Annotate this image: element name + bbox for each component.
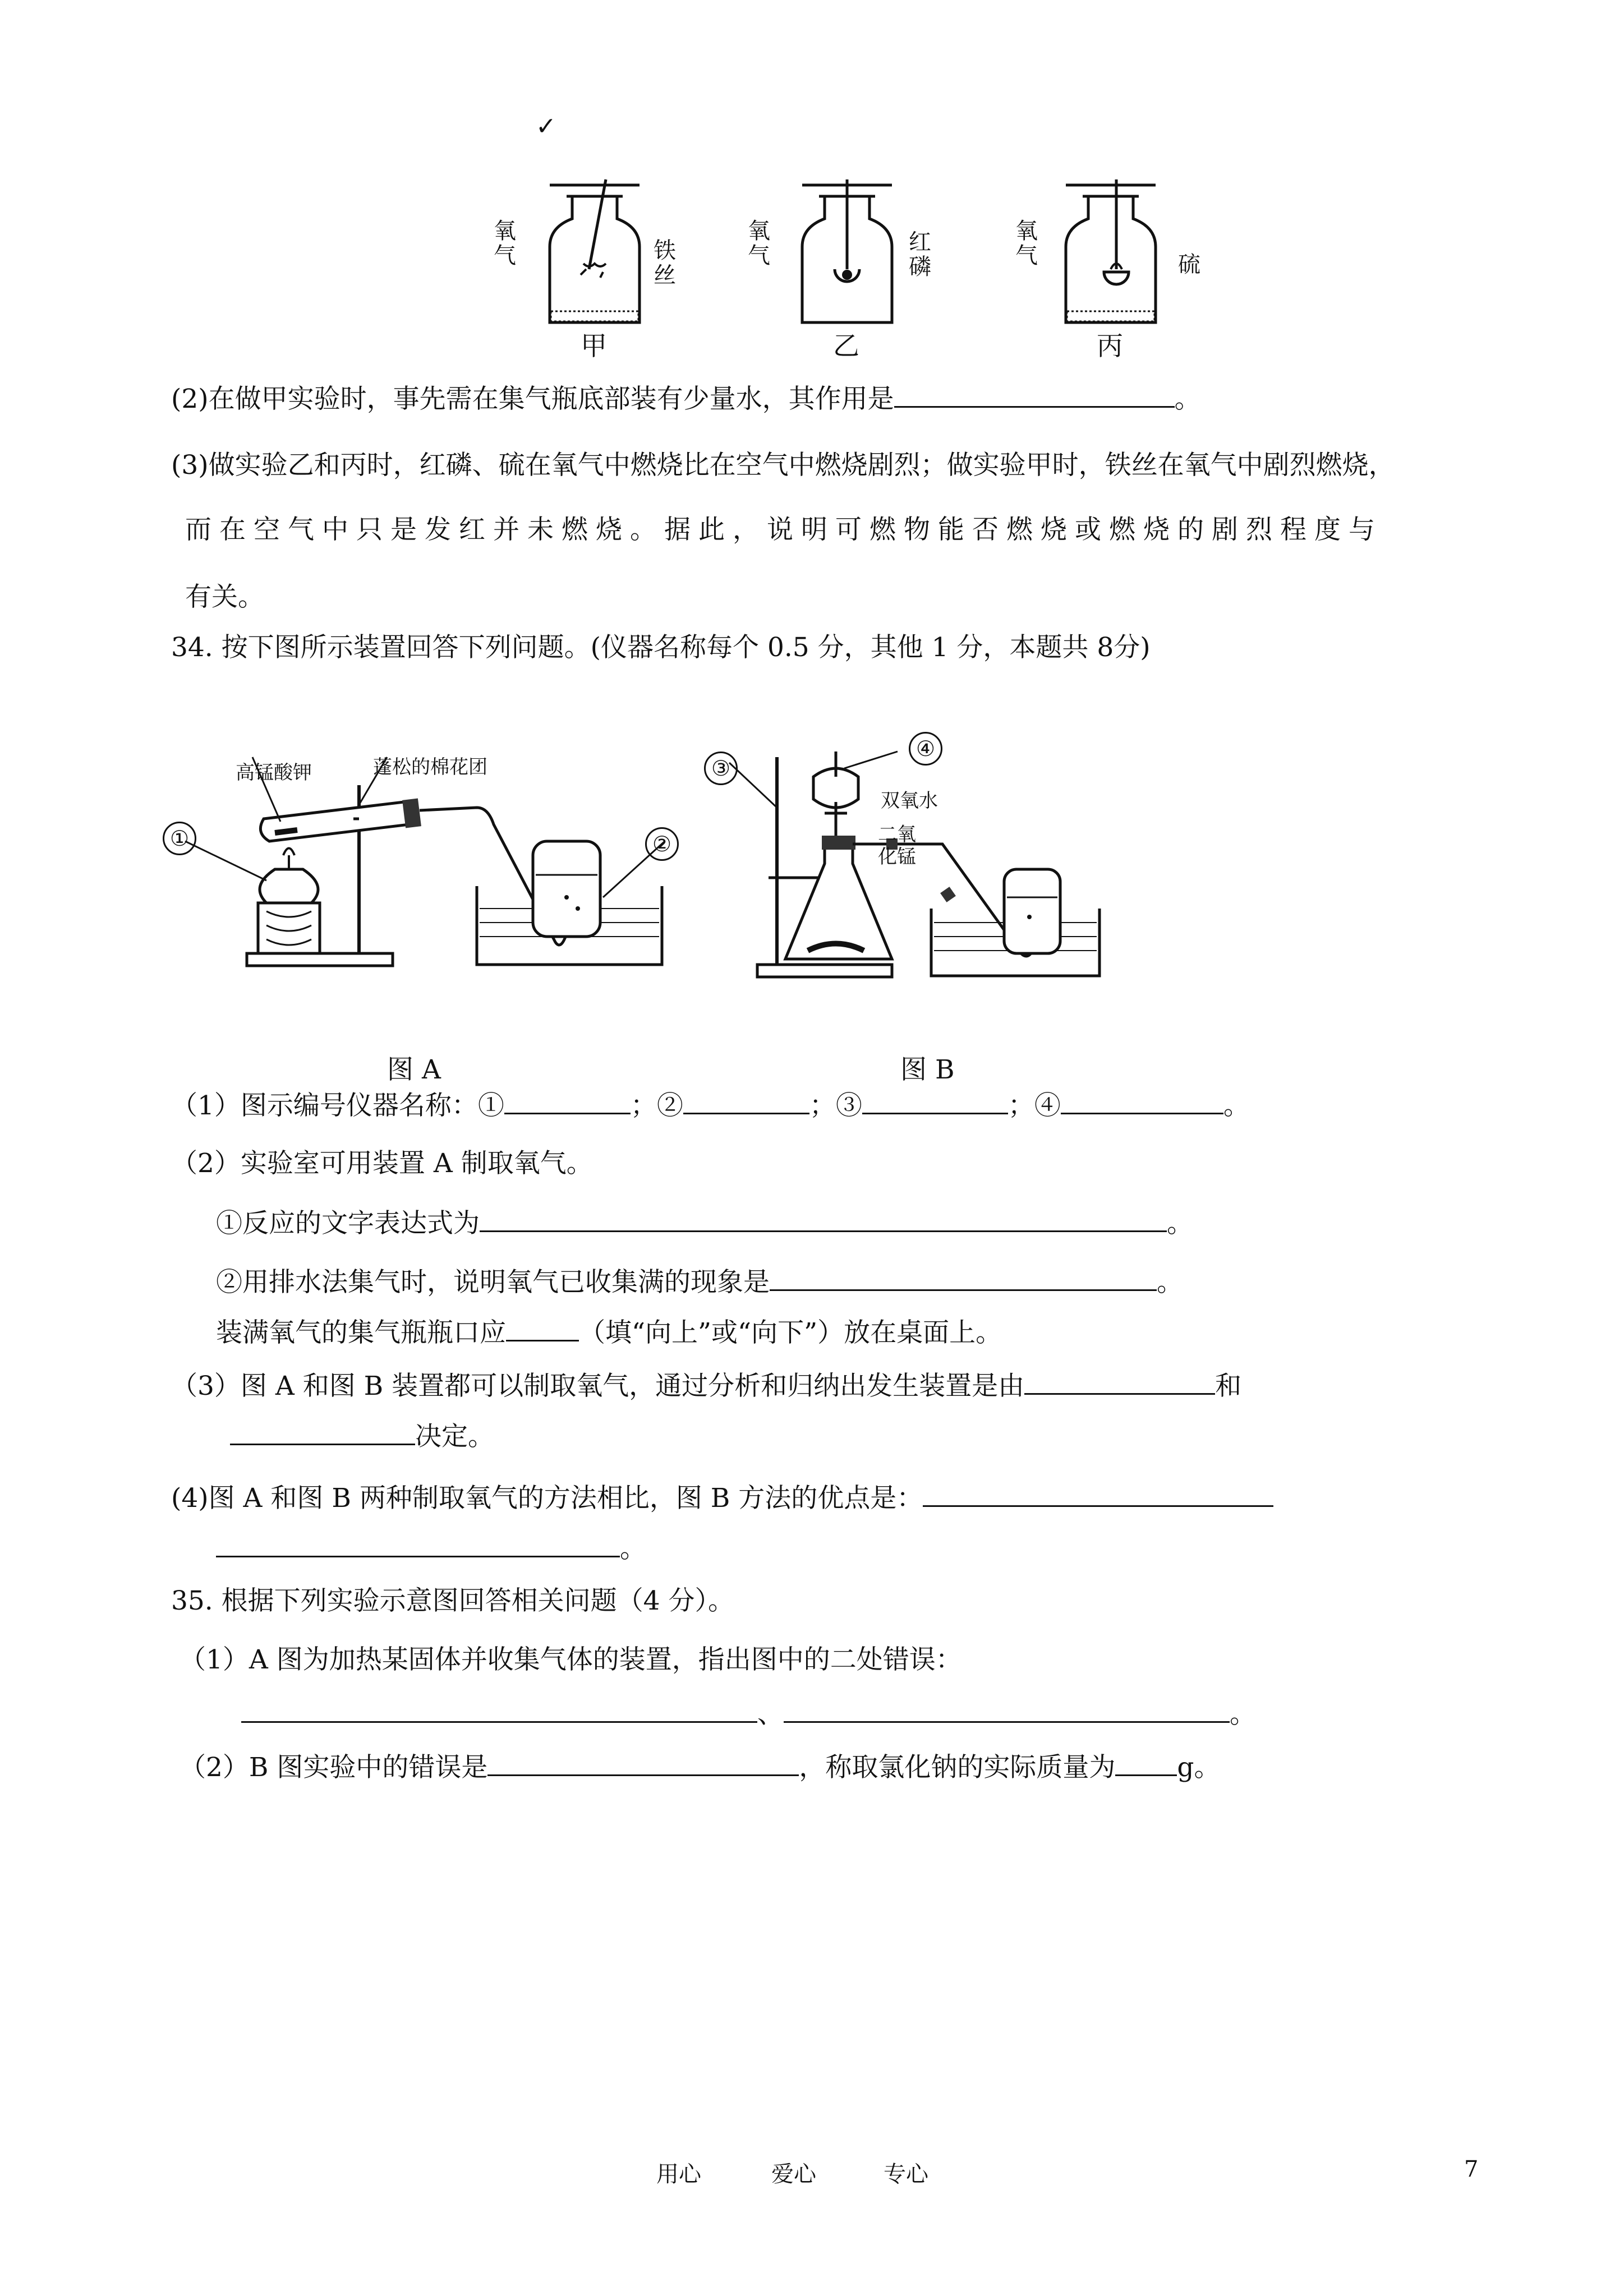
q35-q1-blank-1[interactable] — [241, 1696, 757, 1723]
q34-q3-text: （3）图 A 和图 B 装置都可以制取氧气，通过分析和归纳出发生装置是由 — [171, 1371, 1025, 1401]
q34-q3-blank-2[interactable] — [230, 1419, 415, 1445]
q34-q2a-blank[interactable] — [480, 1206, 1167, 1232]
q34-q2a-text: ①反应的文字表达式为 — [216, 1208, 480, 1239]
figure-b-mno2-label-1: 二氧 — [878, 823, 916, 846]
q34-blank-4[interactable] — [1061, 1088, 1223, 1114]
q34-q4-end: 。 — [620, 1533, 646, 1564]
q35-q1-answers — [241, 1696, 1256, 1731]
q35-q1-end: 。 — [1230, 1699, 1256, 1730]
q35-q2 — [180, 1750, 1220, 1785]
q35-q1: （1）A 图为加热某固体并收集气体的装置，指出图中的二处错误： — [180, 1644, 962, 1675]
q34-q3-cont — [230, 1419, 494, 1454]
q34-q1 — [171, 1088, 1250, 1123]
q34-blank-2[interactable] — [683, 1088, 809, 1114]
jar-jia-gas-label: 氧气 — [494, 218, 516, 269]
footer-motto-3: 专心 — [884, 2161, 928, 2187]
jar-jia-material-label: 铁丝 — [654, 238, 676, 288]
q34-q2c-text: 装满氧气的集气瓶瓶口应 — [216, 1317, 506, 1348]
figure-a-kmno4-label: 高锰酸钾 — [236, 762, 312, 784]
q34-q2: （2）实验室可用装置 A 制取氧气。 — [171, 1148, 593, 1179]
q34-q1-sep2: ；② — [630, 1090, 683, 1121]
q35-q2-blank-1[interactable] — [487, 1750, 799, 1776]
q34-q4 — [171, 1481, 1273, 1515]
q34-q4-blank-1[interactable] — [923, 1481, 1273, 1507]
jar-yi-drawing — [791, 185, 903, 331]
jar-yi-material-label: 红磷 — [909, 229, 931, 280]
q34-q4-text: (4)图 A 和图 B 两种制取氧气的方法相比，图 B 方法的优点是： — [171, 1483, 923, 1514]
q34-q2b-text: ②用排水法集气时，说明氧气已收集满的现象是 — [216, 1267, 770, 1298]
q34-q1-sep4: ；④ — [1007, 1090, 1061, 1121]
q33-part3-line2-text: 而在空气中只是发红并未燃烧。据此，说明可燃物能否燃烧或燃烧的剧烈程度与 — [185, 514, 1383, 545]
q35-title: 35. 根据下列实验示意图回答相关问题（4 分）。 — [171, 1585, 735, 1616]
jar-jia-drawing — [539, 185, 651, 331]
q33-part2-blank[interactable] — [894, 381, 1175, 408]
jar-yi-gas-label: 氧气 — [748, 218, 770, 269]
q34-q4-blank-2[interactable] — [216, 1531, 620, 1557]
figure-b-number-3: ③ — [704, 751, 738, 785]
figure-a-number-1: ① — [163, 822, 196, 855]
q34-q1-end: 。 — [1223, 1090, 1250, 1121]
q34-q1-sep3: ；③ — [809, 1090, 862, 1121]
q34-q3-end: 决定。 — [415, 1421, 494, 1452]
jar-bing-caption: 丙 — [1097, 331, 1123, 362]
q34-q3-mid: 和 — [1215, 1371, 1242, 1401]
jar-yi-caption: 乙 — [833, 331, 859, 362]
figure-b-number-4: ④ — [909, 732, 942, 766]
q33-part2-text: (2)在做甲实验时，事先需在集气瓶底部装有少量水，其作用是 — [171, 384, 894, 414]
q34-q2a — [216, 1206, 1193, 1241]
q35-q2-mid: ，称取氯化钠的实际质量为 — [799, 1752, 1116, 1783]
q35-q2-text: （2）B 图实验中的错误是 — [180, 1752, 488, 1783]
q34-q2a-end: 。 — [1167, 1208, 1193, 1239]
q34-blank-3[interactable] — [862, 1088, 1008, 1114]
q33-part3-line2 — [185, 513, 1383, 547]
q33-part3-line3: 有关。 — [185, 582, 264, 612]
q35-q1-blank-2[interactable] — [784, 1696, 1230, 1723]
q34-q2c-end: （填“向上”或“向下”）放在桌面上。 — [579, 1317, 1002, 1348]
q33-part2 — [171, 381, 1201, 416]
figure-a-cotton-label: 蓬松的棉花团 — [373, 756, 487, 778]
footer-motto-1: 用心 — [656, 2161, 701, 2187]
q34-q2b — [216, 1265, 1183, 1299]
q34-q1-text: （1）图示编号仪器名称：① — [171, 1090, 504, 1121]
checkmark: ✓ — [536, 112, 556, 141]
q34-q3-blank-1[interactable] — [1024, 1368, 1215, 1395]
jar-bing-drawing — [1055, 185, 1167, 331]
q34-q4-cont — [216, 1531, 646, 1566]
q35-q1-sep: 、 — [757, 1699, 784, 1730]
jar-bing-material-label: 硫 — [1178, 252, 1200, 278]
q34-title: 34. 按下图所示装置回答下列问题。(仪器名称每个 0.5 分，其他 1 分，本题共 8分) — [171, 632, 1151, 663]
q34-q3 — [171, 1368, 1241, 1403]
page-number: 7 — [1464, 2156, 1479, 2182]
q34-q2b-end: 。 — [1157, 1267, 1183, 1298]
q33-part2-end: 。 — [1174, 384, 1201, 414]
jar-jia-caption: 甲 — [581, 331, 607, 362]
q33-part3-line1: (3)做实验乙和丙时，红磷、硫在氧气中燃烧比在空气中燃烧剧烈；做实验甲时，铁丝在氧气中剧烈燃烧， — [171, 450, 1395, 481]
figure-a-number-2: ② — [645, 827, 679, 861]
figure-b-mno2-label-2: 化锰 — [878, 846, 916, 868]
q34-q2b-blank[interactable] — [770, 1265, 1157, 1291]
jar-bing-gas-label: 氧气 — [1015, 218, 1038, 269]
q35-q2-blank-2[interactable] — [1115, 1750, 1177, 1776]
figure-a-caption: 图 A — [387, 1054, 441, 1085]
figure-b-h2o2-label: 双氧水 — [881, 790, 938, 812]
q35-q2-end: g。 — [1177, 1752, 1221, 1783]
q34-q2c-blank[interactable] — [506, 1315, 579, 1341]
q34-q2c — [216, 1315, 1002, 1350]
footer-motto-2: 爱心 — [771, 2161, 816, 2187]
figure-b-caption: 图 B — [900, 1054, 955, 1085]
q34-blank-1[interactable] — [504, 1088, 631, 1114]
